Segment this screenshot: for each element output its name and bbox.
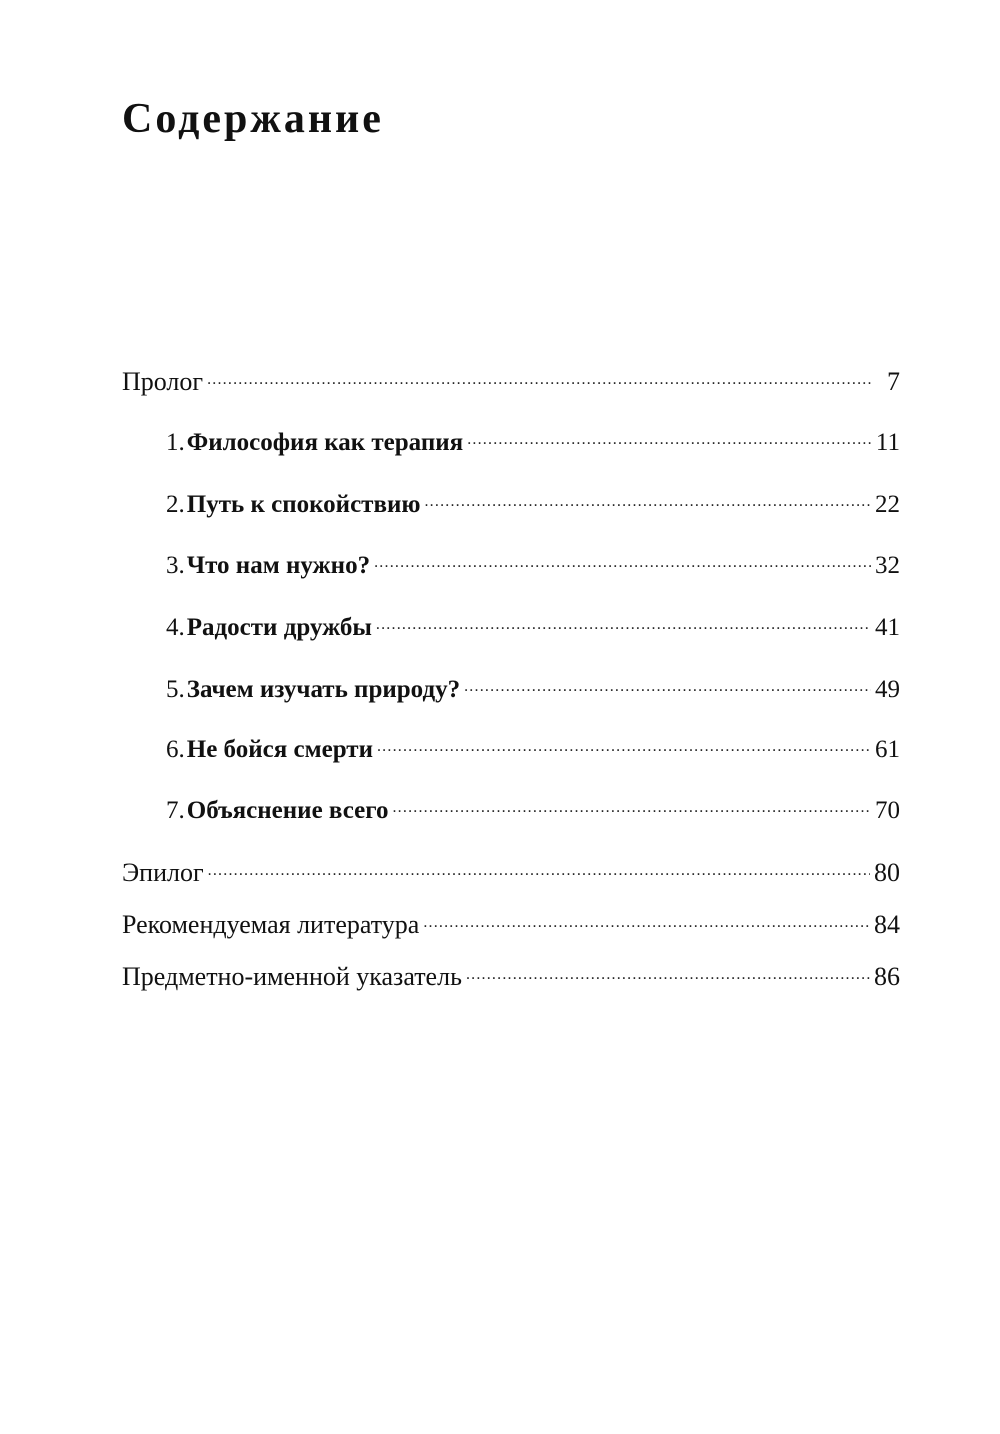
toc-chapter-number: 4.: [166, 614, 185, 641]
toc-entry-label: Пролог: [122, 367, 204, 396]
dot-leader: [424, 487, 871, 512]
toc-page-number: 61: [875, 736, 900, 763]
toc-page-number: 22: [875, 491, 900, 518]
toc-entry-recommended-reading[interactable]: [122, 907, 900, 940]
dot-leader: [207, 364, 872, 390]
dot-leader: [423, 907, 870, 933]
toc-entry-label: Путь к спокойствию: [186, 491, 421, 518]
toc-entry-label: Не бойся смерти: [186, 736, 373, 763]
toc-page-number: 7: [887, 367, 900, 396]
toc-chapter-number: 7.: [166, 797, 185, 824]
toc-entry-chapter-4[interactable]: [122, 610, 900, 642]
toc-entry-chapter-1[interactable]: [122, 425, 900, 457]
toc-page-number: 49: [875, 676, 900, 703]
toc-entry-chapter-2[interactable]: [122, 487, 900, 519]
toc-entry-label: Зачем изучать природу?: [186, 676, 461, 703]
toc-chapter-number: 6.: [166, 736, 185, 763]
toc-entry-label: Объяснение всего: [186, 797, 389, 824]
toc-chapter-number: 1.: [166, 429, 185, 456]
toc-entry-chapter-5[interactable]: [122, 672, 900, 704]
dot-leader: [392, 793, 871, 818]
toc-entry-chapter-3[interactable]: [122, 548, 900, 580]
toc-page-number: 84: [874, 910, 900, 939]
dot-leader: [376, 610, 871, 635]
toc-entry-label: Радости дружбы: [186, 614, 372, 641]
dot-leader: [208, 855, 870, 881]
dot-leader: [464, 672, 871, 697]
dot-leader: [374, 548, 871, 573]
toc-chapter-number: 3.: [166, 552, 185, 579]
toc-chapter-number: 5.: [166, 676, 185, 703]
toc-page-number: 70: [875, 797, 900, 824]
toc-page-number: 32: [875, 552, 900, 579]
toc-page-number: 80: [874, 858, 900, 887]
page-title: Содержание: [122, 96, 384, 142]
toc-page-number: 41: [875, 614, 900, 641]
toc-page-number: 86: [874, 962, 900, 991]
toc-entry-label: Предметно-именной указатель: [122, 962, 462, 991]
toc-entry-label: Эпилог: [122, 858, 204, 887]
toc-entry-label: Рекомендуемая литература: [122, 910, 420, 939]
toc-entry-index[interactable]: [122, 959, 900, 992]
toc-page-number: 11: [875, 429, 900, 456]
toc-entry-prologue[interactable]: [122, 364, 900, 397]
dot-leader: [466, 959, 870, 985]
toc-entry-label: Что нам нужно?: [186, 552, 371, 579]
toc-entry-chapter-6[interactable]: [122, 732, 900, 764]
toc-entry-epilogue[interactable]: [122, 855, 900, 888]
dot-leader: [467, 425, 872, 450]
toc-entry-label: Философия как терапия: [186, 429, 464, 456]
toc-entry-chapter-7[interactable]: [122, 793, 900, 825]
dot-leader: [377, 732, 871, 757]
toc-chapter-number: 2.: [166, 491, 185, 518]
